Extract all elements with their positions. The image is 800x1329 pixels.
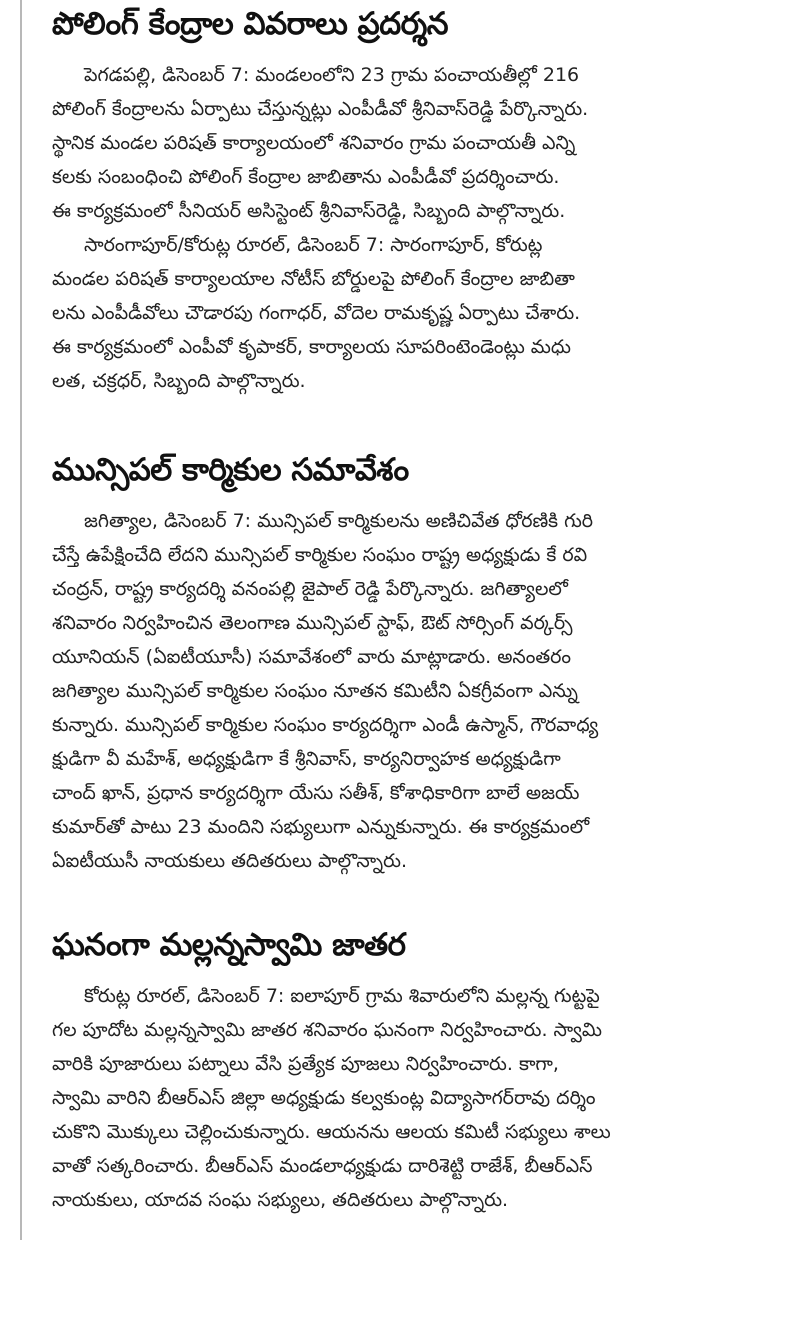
body-line: కుమార్‌తో పాటు 23 మందిని సభ్యులుగా ఎన్నుకున్నారు. ఈ కార్యక్రమంలో bbox=[52, 816, 590, 838]
body-line: మండల పరిషత్ కార్యాలయాల నోటీస్ బోర్డులపై పోలింగ్ కేంద్రాల జాబితా bbox=[52, 268, 575, 290]
body-line: స్వామి వారిని బీఆర్ఎస్ జిల్లా అధ్యక్షుడు కల్వకుంట్ల విద్యాసాగర్‌రావు దర్శిం bbox=[52, 1087, 596, 1109]
article-body bbox=[52, 979, 772, 1217]
body-line: వారికి పూజారులు పట్నాలు వేసి ప్రత్యేక పూజలు నిర్వహించారు. కాగా, bbox=[52, 1053, 559, 1075]
body-line: చుకొని మొక్కులు చెల్లించుకున్నారు. ఆయనను ఆలయ కమిటీ సభ్యులు శాలు bbox=[52, 1121, 611, 1143]
article-body bbox=[52, 504, 772, 878]
body-line: లను ఎంపీడీవోలు చౌడారపు గంగాధర్, వోదెల రామకృష్ణ ఏర్పాటు చేశారు. bbox=[52, 302, 581, 324]
article-headline: పోలింగ్ కేంద్రాల వివరాలు ప్రదర్శన bbox=[52, 6, 449, 42]
body-line: కున్నారు. మున్సిపల్ కార్మికుల సంఘం కార్యదర్శిగా ఎండీ ఉస్మాన్, గౌరవాధ్య bbox=[52, 714, 599, 736]
body-line: వాతో సత్కరించారు. బీఆర్ఎస్ మండలాధ్యక్షుడు దారిశెట్టి రాజేశ్, బీఆర్ఎస్ bbox=[52, 1155, 593, 1177]
body-line: శనివారం నిర్వహించిన తెలంగాణ మున్సిపల్ స్టాఫ్, ఔట్ సోర్సింగ్ వర్కర్స్ bbox=[52, 612, 573, 634]
body-line: నాయకులు, యాదవ సంఘ సభ్యులు, తదితరులు పాల్గొన్నారు. bbox=[52, 1189, 509, 1211]
article-headline: మున్సిపల్ కార్మికుల సమావేశం bbox=[52, 452, 409, 488]
body-line: స్థానిక మండల పరిషత్ కార్యాలయంలో శనివారం గ్రామ పంచాయతీ ఎన్ని bbox=[52, 132, 576, 154]
body-line: యూనియన్ (ఏఐటీయూసీ) సమావేశంలో వారు మాట్లాడారు. అనంతరం bbox=[52, 646, 572, 668]
body-line: జగిత్యాల, డిసెంబర్ 7: మున్సిపల్ కార్మికులను అణిచివేత ధోరణికి గురి bbox=[84, 510, 594, 532]
body-line: క్షుడిగా వీ మహేశ్, అధ్యక్షుడిగా కే శ్రీనివాస్, కార్యనిర్వాహక అధ్యక్షుడిగా bbox=[52, 748, 561, 770]
body-line: చాంద్ ఖాన్, ప్రధాన కార్యదర్శిగా యేసు సతీశ్, కోశాధికారిగా బాలే అజయ్ bbox=[52, 782, 580, 804]
body-line: గల పూదోట మల్లన్నస్వామి జాతర శనివారం ఘనంగా నిర్వహించారు. స్వామి bbox=[52, 1019, 602, 1041]
body-line: పోలింగ్ కేంద్రాలను ఏర్పాటు చేస్తున్నట్లు ఎంపీడీవో శ్రీనివాస్‌రెడ్డి పేర్కొన్నారు. bbox=[52, 98, 589, 120]
article-mallanna-swamy-fair bbox=[52, 925, 772, 1217]
body-line: చేస్తే ఉపేక్షించేది లేదని మున్సిపల్ కార్మికుల సంఘం రాష్ట్ర అధ్యక్షుడు కే రవి bbox=[52, 544, 588, 566]
article-headline: ఘనంగా మల్లన్నస్వామి జాతర bbox=[52, 927, 406, 963]
body-line: ఏఐటీయుసీ నాయకులు తదితరులు పాల్గొన్నారు. bbox=[52, 850, 408, 872]
body-line: జగిత్యాల మున్సిపల్ కార్మికుల సంఘం నూతన కమిటీని ఏకగ్రీవంగా ఎన్ను bbox=[52, 680, 578, 702]
body-line: పెగడపల్లి, డిసెంబర్ 7: మండలంలోని 23 గ్రామ పంచాయతీల్లో 216 bbox=[84, 64, 580, 86]
body-line: సారంగాపూర్/కోరుట్ల రూరల్, డిసెంబర్ 7: సారంగాపూర్, కోరుట్ల bbox=[84, 234, 543, 256]
article-municipal-workers-meeting bbox=[52, 450, 772, 878]
article-polling-centres bbox=[52, 4, 772, 398]
article-body bbox=[52, 58, 772, 398]
body-line: ఈ కార్యక్రమంలో సీనియర్ అసిస్టెంట్ శ్రీనివాస్‌రెడ్డి, సిబ్బంది పాల్గొన్నారు. bbox=[52, 200, 566, 222]
body-line: లత, చక్రధర్, సిబ్బంది పాల్గొన్నారు. bbox=[52, 370, 306, 392]
body-line: కోరుట్ల రూరల్, డిసెంబర్ 7: ఐలాపూర్ గ్రామ శివారులోని మల్లన్న గుట్టపై bbox=[84, 985, 600, 1007]
body-line: చంద్రన్, రాష్ట్ర కార్యదర్శి వనంపల్లి జైపాల్ రెడ్డి పేర్కొన్నారు. జగిత్యాలలో bbox=[52, 578, 568, 600]
body-line: కలకు సంబంధించి పోలింగ్ కేంద్రాల జాబితాను ఎంపీడీవో ప్రదర్శించారు. bbox=[52, 166, 560, 188]
column-divider bbox=[20, 0, 22, 1240]
body-line: ఈ కార్యక్రమంలో ఎంపీవో కృపాకర్, కార్యాలయ సూపరింటెండెంట్లు మధు bbox=[52, 336, 571, 358]
